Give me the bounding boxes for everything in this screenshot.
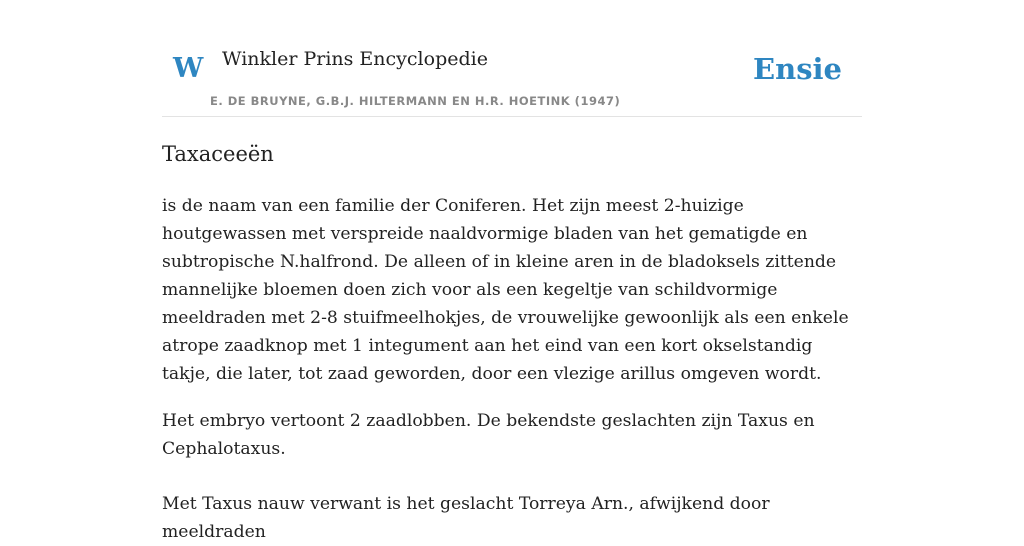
publication-logo-icon[interactable]: W — [173, 53, 204, 84]
site-header — [162, 0, 862, 117]
article-paragraph: Met Taxus nauw verwant is het geslacht Torreya Arn., afwijkend door meeldraden — [162, 494, 770, 542]
article-paragraph: is de naam van een familie der Coniferen. Het zijn meest 2-huizige houtgewassen met verspreide naaldvormige bladen van het gematigde en subtropische N.halfrond. De alleen of in kleine aren in de bladoksels zittende mannelijke bloemen doen zich voor als een kegeltje van schildvormige meeldraden met 2-8 stuifmeelhokjes, de vrouwelijke gewoonlijk als een enkele atrope zaadknop met 1 integument aan het eind van een kort okselstandig takje, die later, tot zaad geworden, door een vlezige arillus omgeven wordt. — [162, 196, 849, 384]
article-title: Taxaceeën — [162, 142, 274, 166]
article-body — [162, 138, 862, 546]
publication-title[interactable]: Winkler Prins Encyclopedie — [222, 48, 488, 70]
article-paragraph: Het embryo vertoont 2 zaadlobben. De bekendste geslachten zijn Taxus en Cephalotaxus. — [162, 411, 815, 459]
ensie-brand-link[interactable]: Ensie — [753, 52, 842, 86]
publication-authors: E. DE BRUYNE, G.B.J. HILTERMANN EN H.R. HOETINK (1947) — [210, 94, 621, 108]
